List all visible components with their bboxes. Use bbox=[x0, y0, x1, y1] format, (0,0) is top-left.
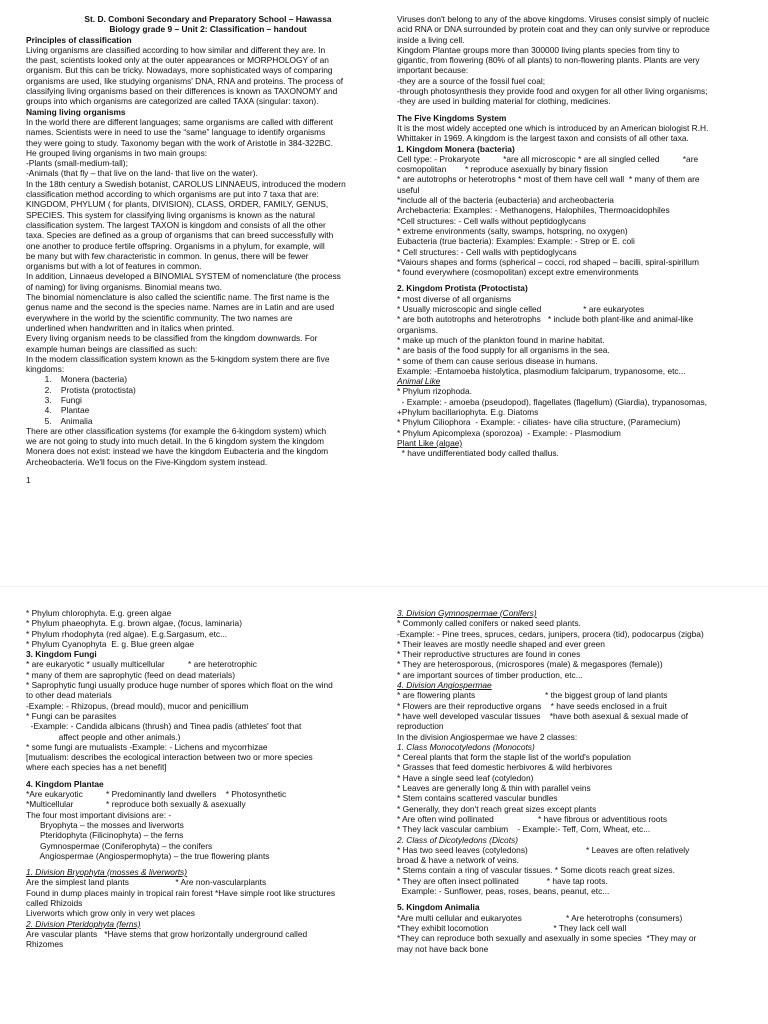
text-line: -Example: - Candida albicans (thrush) and Tinea padis (athletes' foot that bbox=[26, 721, 302, 732]
text-line: * Cereal plants that form the staple list of the world's population bbox=[397, 752, 631, 763]
text-line: Living organisms are classified according to how similar and different they are. In bbox=[26, 44, 326, 55]
text-line: Whittaker in 1969. A kingdom is the largest taxon and consists of all other taxa. bbox=[397, 133, 689, 144]
text-line: * They lack vascular cambium - Example:- Teff, Corn, Wheat, etc... bbox=[397, 824, 651, 835]
text-line: *They can reproduce both sexually and asexually in some species *They may or bbox=[397, 933, 697, 944]
text-line: Found in dump places mainly in tropical rain forest *Have simple root like structures bbox=[26, 887, 336, 898]
text-line: useful bbox=[397, 184, 420, 195]
text-line: affect people and other animals.) bbox=[26, 731, 181, 742]
text-line: everywhere in the world by the scientific community. The two names are bbox=[26, 312, 293, 323]
text-line: * Phylum Apicomplexa (sporozoa) - Example: - Plasmodium bbox=[397, 427, 621, 438]
page-2-right-column bbox=[397, 608, 761, 954]
text-line: Archeobacteria. We'll focus on the Five-Kingdom system instead. bbox=[26, 456, 268, 467]
text-line: Are vascular plants *Have stems that grow horizontally underground called bbox=[26, 928, 308, 939]
text-line: Are the simplest land plants * Are non-vascularplants bbox=[26, 877, 267, 888]
text-line: * have undifferentiated body called thallus. bbox=[397, 448, 559, 459]
page-number: 1 bbox=[26, 475, 31, 486]
text-line: inside a living cell. bbox=[397, 34, 465, 45]
section-heading: Principles of classification bbox=[26, 34, 132, 45]
text-line: names. Scientists were in need to use the “same” language to identify organisms bbox=[26, 127, 326, 138]
text-line: * are important sources of timber production, etc... bbox=[397, 669, 583, 680]
text-line: classifying living organisms based on their differences is known as TAXONOMY and bbox=[26, 86, 338, 97]
text-line: gigantic, from flowering (80% of all plants) to non-flowering plants. Plants are very bbox=[397, 55, 700, 66]
section-heading: 5. Kingdom Animalia bbox=[397, 902, 480, 913]
text-line: In the 18th century a Swedish botanist, CAROLUS LINNAEUS, introduced the modern bbox=[26, 178, 346, 189]
text-line: may not have back bone bbox=[397, 943, 489, 954]
text-line: * Grasses that feed domestic herbivores & wild herbivores bbox=[397, 762, 613, 773]
text-line: important because: bbox=[397, 65, 469, 76]
text-line: -they are used in building material for clothing, medicines. bbox=[397, 96, 611, 107]
text-line: - Example: - amoeba (pseudopod), flagellates (flagellum) (Giardia), trypanosomas, bbox=[397, 396, 708, 407]
text-line: 5. Animalia bbox=[26, 415, 93, 426]
text-line: Gymnospermae (Coniferophyta) – the conifers bbox=[26, 840, 213, 851]
text-line: * make up much of the plankton found in marine habitat. bbox=[397, 334, 605, 345]
text-line: He grouped living organisms in two main groups: bbox=[26, 147, 208, 158]
text-line: * Stem contains scattered vascular bundles bbox=[397, 793, 558, 804]
text-line: * are both autotrophs and heterotrophs * include both plant-like and animal-like bbox=[397, 314, 694, 325]
text-line: Kingdom Plantae groups more than 300000 living plants species from tiny to bbox=[397, 44, 680, 55]
text-line: classification system. The largest TAXON is kingdom and consists of all the other bbox=[26, 219, 326, 230]
text-line: In the division Angiospermae we have 2 classes: bbox=[397, 731, 578, 742]
text-line: Pteridophyta (Filicinophyta) – the ferns bbox=[26, 830, 184, 841]
text-line: 2. Division Pteridophyta (ferns) bbox=[26, 918, 141, 929]
text-line: -Plants (small-medium-tall); bbox=[26, 158, 128, 169]
text-line: we are not going to study into much detail. In the 6 kingdom system the kingdom bbox=[26, 436, 324, 447]
text-line: * Flowers are their reproductive organs * have seeds enclosed in a fruit bbox=[397, 700, 667, 711]
text-line: taxa. Species are defined as a group of organisms that can breed successfully with bbox=[26, 230, 334, 241]
text-line: [mutualism: describes the ecological interaction between two or more species bbox=[26, 752, 313, 763]
text-line: 4. Plantae bbox=[26, 405, 90, 416]
text-line: * Generally, they don't reach great sizes except plants bbox=[397, 803, 597, 814]
text-line: to other dead materials bbox=[26, 690, 112, 701]
text-line: Rhizomes bbox=[26, 939, 64, 950]
text-line: * Have a single seed leaf (cotyledon) bbox=[397, 772, 534, 783]
text-line: one another to produce fertile offspring. Organisms in a phylum, for example, will bbox=[26, 240, 325, 251]
page-2-left-column bbox=[26, 608, 390, 950]
text-line: In the world there are different languages; same organisms are called with different bbox=[26, 116, 333, 127]
text-line: *Vaiours shapes and forms (spherical – cocci, rod shaped – bacilli, spiral-spirillum bbox=[397, 256, 699, 267]
text-line: -Animals (that fly – that live on the land- that live on the water). bbox=[26, 168, 258, 179]
text-line: * most diverse of all organisms bbox=[397, 293, 512, 304]
text-line: Example: -Entamoeba histolytica, plasmodium falciparum, trypanosome, etc... bbox=[397, 365, 686, 376]
text-line: * Phylum Cyanophyta E. g. Blue green algae bbox=[26, 638, 195, 649]
text-line: * Phylum chlorophyta. E.g. green algae bbox=[26, 608, 172, 618]
text-line: cosmopolitan * reproduce asexually by binary fission bbox=[397, 164, 608, 175]
text-line: * Their reproductive structures are found in cones bbox=[397, 649, 581, 660]
text-line: *include all of the bacteria (eubacteria) and archeobacteria bbox=[397, 195, 614, 206]
section-heading: 3. Kingdom Fungi bbox=[26, 649, 97, 660]
text-line: * found everywhere (cosmopolitan) except extre emenvironments bbox=[397, 267, 639, 278]
text-line: * Phylum rhodophyta (red algae). E.g.Sargasum, etc... bbox=[26, 628, 228, 639]
text-line: * They are heterosporous, (microspores (male) & megaspores (female)) bbox=[397, 659, 663, 670]
text-line: * Saprophytic fungi usually produce huge number of spores which float on the wind bbox=[26, 680, 333, 691]
text-line: Cell type: - Prokaryote *are all microscopic * are all singled celled *are bbox=[397, 153, 699, 164]
text-line: -Example: - Pine trees, spruces, cedars, junipers, procera (tid), podocarpus (zigba) bbox=[397, 628, 704, 639]
text-line: * They are often insect pollinated * have tap roots. bbox=[397, 875, 608, 886]
text-line: Example: - Sunflower, peas, roses, beans, peanut, etc... bbox=[397, 886, 610, 897]
text-line: -Example: - Rhizopus, (bread mould), mucor and penicillium bbox=[26, 700, 249, 711]
text-line: 1. Class Monocotyledons (Monocots) bbox=[397, 741, 535, 752]
text-line: KINGDOM, PHYLUM ( for plants, DIVISION), CLASS, ORDER, FAMILY, GENUS, bbox=[26, 199, 329, 210]
text-line: *Are eukaryotic * Predominantly land dwellers * Photosynthetic bbox=[26, 789, 287, 800]
text-line: -they are a source of the fossil fuel coal; bbox=[397, 75, 546, 86]
text-line: * Phylum Ciliophora - Example: - ciliates- have cilia structure, (Paramecium) bbox=[397, 417, 681, 428]
text-line: The binomial nomenclature is also called the scientific name. The first name is the bbox=[26, 292, 330, 303]
text-line: * are basis of the food supply for all organisms in the sea. bbox=[397, 345, 610, 356]
text-line: Angiospermae (Angiospermophyta) – the true flowering plants bbox=[26, 850, 270, 861]
text-line: * Are often wind pollinated * have fibrous or adventitious roots bbox=[397, 813, 668, 824]
text-line: Viruses don't belong to any of the above kingdoms. Viruses consist simply of nucleic bbox=[397, 14, 709, 24]
text-line: *Cell structures: - Cell walls without peptidoglycans bbox=[397, 215, 586, 226]
text-line: Eubacteria (true bacteria): Examples: Example: - Strep or E. coli bbox=[397, 236, 635, 247]
text-line: 1. Monera (bacteria) bbox=[26, 374, 128, 385]
text-line: * Phylum rizophoda. bbox=[397, 386, 472, 397]
text-line: *Are multi cellular and eukaryotes * Are heterotrophs (consumers) bbox=[397, 912, 683, 923]
text-line: 1. Division Bryophyta (mosses & liverworts) bbox=[26, 867, 188, 878]
text-line: * Has two seed leaves (cotyledons) * Leaves are often relatively bbox=[397, 844, 690, 855]
text-line: called Rhizoids bbox=[26, 898, 83, 909]
section-heading: 2. Kingdom Protista (Protoctista) bbox=[397, 283, 528, 294]
text-line: * Phylum phaeophyta. E.g. brown algae, (focus, laminaria) bbox=[26, 618, 243, 629]
section-heading: 1. Kingdom Monera (bacteria) bbox=[397, 143, 515, 154]
text-line: * are flowering plants * the biggest group of land plants bbox=[397, 690, 668, 701]
text-line: * have well developed vascular tissues *have both asexual & sexual made of bbox=[397, 710, 688, 721]
text-line: the past, scientists looked only at the outer appearances or MORPHOLOGY of an bbox=[26, 55, 329, 66]
text-line: * Fungi can be parasites bbox=[26, 710, 117, 721]
text-line: kingdoms: bbox=[26, 364, 65, 375]
text-line: acid RNA or DNA surrounded by protein coat and they can only survive or reproduce bbox=[397, 24, 710, 35]
text-line: * some of them can cause serious disease in humans. bbox=[397, 355, 598, 366]
text-line: * extreme environments (salty, swamps, hotspring, no oxygen) bbox=[397, 225, 628, 236]
text-line: * Usually microscopic and single celled * are eukaryotes bbox=[397, 304, 645, 315]
text-line: groups into which organisms are categorized are called TAXA (singular: taxon). bbox=[26, 96, 319, 107]
text-line: The four most important divisions are: - bbox=[26, 809, 172, 820]
text-line: be many but with few characteristic in common. In genus, there will be fewer bbox=[26, 250, 309, 261]
text-line: * are eukaryotic * usually multicellular * are heterotrophic bbox=[26, 659, 257, 670]
text-line: where each species has a net benefit] bbox=[26, 762, 167, 773]
text-line: 3. Fungi bbox=[26, 394, 82, 405]
text-line: reproduction bbox=[397, 721, 444, 732]
text-line: * many of them are saprophytic (feed on dead materials) bbox=[26, 669, 236, 680]
section-heading: 4. Kingdom Plantae bbox=[26, 778, 104, 789]
text-line: Every living organism needs to be classified from the kingdom downwards. For bbox=[26, 333, 318, 344]
text-line: *Multicellular * reproduce both sexually & asexually bbox=[26, 799, 246, 810]
text-line: Bryophyta – the mosses and liverworts bbox=[26, 819, 184, 830]
text-line: It is the most widely accepted one which is introduced by an American biologist R.H. bbox=[397, 122, 709, 133]
text-line: * Commonly called conifers or naked seed plants. bbox=[397, 618, 581, 629]
page-1-right-column bbox=[397, 14, 761, 458]
text-line: 4. Division Angiospermae bbox=[397, 680, 492, 691]
section-heading: Biology grade 9 – Unit 2: Classification – handout bbox=[109, 24, 307, 35]
text-line: Monera does not exist: instead we have the kingdom Eubacteria and the kingdom bbox=[26, 446, 329, 457]
handout-page-2 bbox=[0, 512, 768, 1024]
text-line: broad & have a network of veins. bbox=[397, 855, 519, 866]
text-line: *They exhibit locomotion * They lack cell wall bbox=[397, 922, 627, 933]
text-line: 2. Class of Dicotyledons (Dicots) bbox=[397, 834, 519, 845]
text-line: underlined when handwritten and in italics when printed. bbox=[26, 322, 235, 333]
section-heading: The Five Kingdoms System bbox=[397, 112, 507, 123]
text-line: genus name and the second is the species name. Names are in Latin and are used bbox=[26, 302, 335, 313]
text-line: * Cell structures: - Cell walls with peptidoglycans bbox=[397, 246, 577, 257]
text-line: organisms but with a lot of features in common. bbox=[26, 261, 202, 272]
text-line: In the modern classification system known as the 5-kingdom system there are five bbox=[26, 353, 330, 364]
text-line: example human beings are classified as such: bbox=[26, 343, 198, 354]
text-line: -through photosynthesis they provide food and oxygen for all other living organisms; bbox=[397, 86, 708, 97]
text-line: * Their leaves are mostly needle shaped and ever green bbox=[397, 638, 605, 649]
text-line: organisms are used, like studying organisms' DNA, RNA and proteins. The process of bbox=[26, 75, 344, 86]
text-line: Animal Like bbox=[397, 376, 441, 387]
text-line: * Stems contain a ring of vascular tissues. * Some dicots reach great sizes. bbox=[397, 865, 675, 876]
text-line: of naming) for living organisms. Binomial means two. bbox=[26, 281, 222, 292]
text-line: organisms. bbox=[397, 324, 438, 335]
text-line: +Phylum bacillariophyta. E.g. Diatoms bbox=[397, 406, 539, 417]
text-line: classification method according to which organisms are put into 7 taxa that are: bbox=[26, 189, 319, 200]
text-line: There are other classification systems (for example the 6-kingdom system) which bbox=[26, 425, 327, 436]
text-line: SPECIES. This system for classifying living organisms is known as the natural bbox=[26, 209, 315, 220]
text-line: * Leaves are generally long & thin with parallel veins bbox=[397, 783, 591, 794]
section-heading: Naming living organisms bbox=[26, 106, 126, 117]
text-line: organism. But this can be tricky. Nowadays, more sophisticated ways of comparing bbox=[26, 65, 333, 76]
text-line: they were going to study. Taxonomy began with the work of Aristotle in 384-322BC. bbox=[26, 137, 333, 148]
text-line: In addition, Linnaeus developed a BINOMIAL SYSTEM of nomenclature (the process bbox=[26, 271, 341, 282]
text-line: * are autotrophs or heterotrophs * most of them have cell wall * many of them are bbox=[397, 174, 700, 185]
page-1-left-column bbox=[26, 14, 390, 485]
text-line: 2. Protista (protoctista) bbox=[26, 384, 136, 395]
text-line: Plant Like (algae) bbox=[397, 437, 463, 448]
text-line: 3. Division Gymnospermae (Conifers) bbox=[397, 608, 537, 618]
text-line: * some fungi are mutualists -Example: - Lichens and mycorrhizae bbox=[26, 741, 268, 752]
text-line: Archebacteria: Examples: - Methanogens, Halophiles, Thermoacidophiles bbox=[397, 205, 670, 216]
text-line: Liverworts which grow only in very wet places bbox=[26, 908, 195, 919]
section-heading: St. D. Comboni Secondary and Preparatory School – Hawassa bbox=[84, 14, 332, 24]
